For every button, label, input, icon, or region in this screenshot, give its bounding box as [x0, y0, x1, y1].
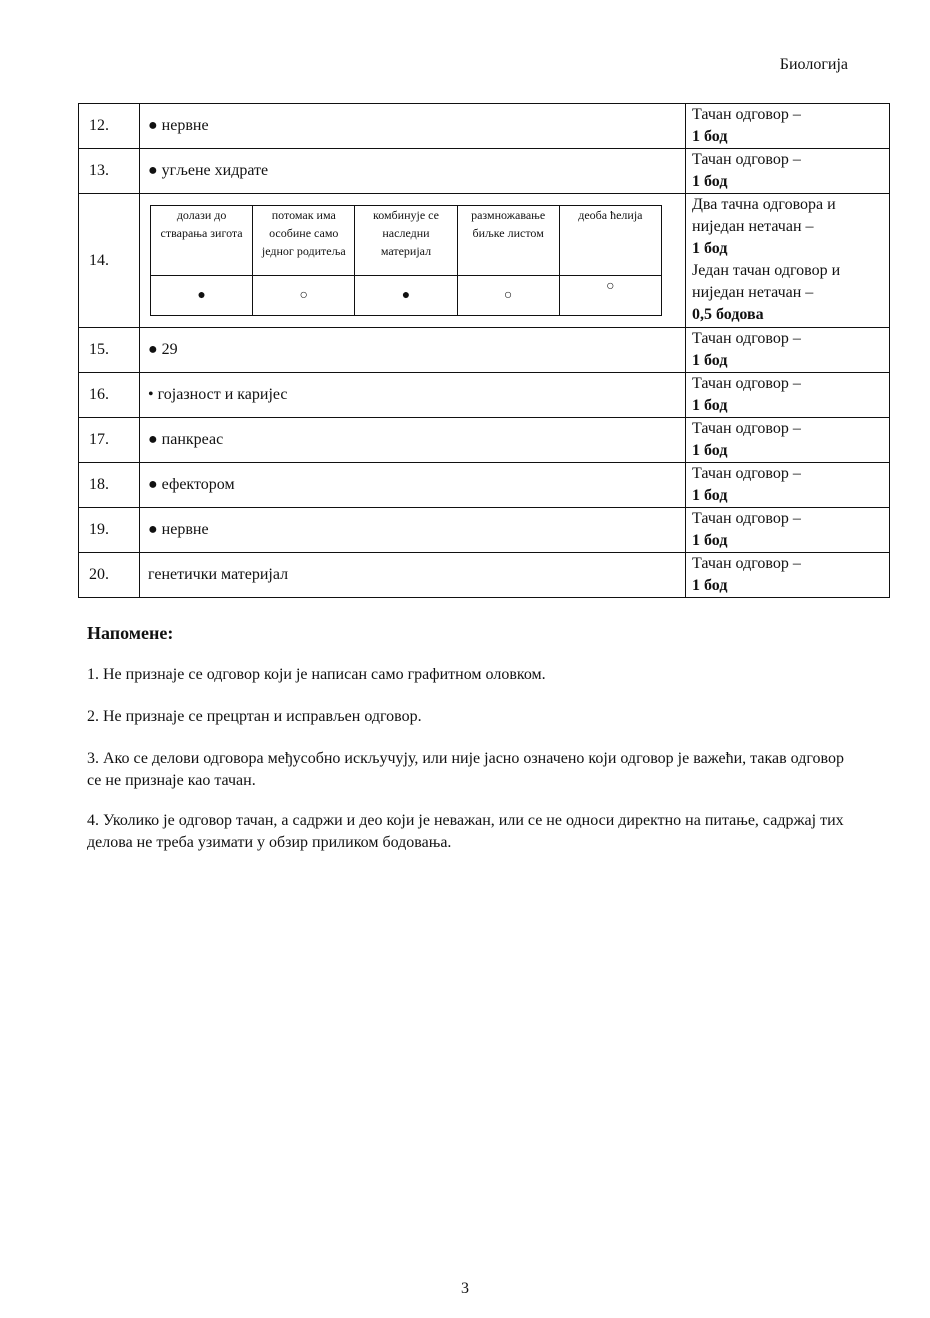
table-row-18 — [79, 463, 890, 508]
q14-header: потомак има особине само једног родитеља — [253, 206, 355, 276]
score-points: 1 бод — [692, 397, 728, 414]
score-text: Тачан одговор – — [692, 555, 801, 572]
score-points: 1 бод — [692, 532, 728, 549]
score-cell — [686, 373, 890, 418]
page-number: 3 — [461, 1280, 469, 1297]
q14-mark: ○ — [457, 276, 559, 316]
answer-cell: • гојазност и каријес — [140, 373, 686, 418]
score-cell — [686, 463, 890, 508]
score-points: 1 бод — [692, 487, 728, 504]
score-points: 1 бод — [692, 240, 728, 257]
score-points: 1 бод — [692, 128, 728, 145]
answer-cell — [140, 194, 686, 328]
answer-cell: ● 29 — [140, 328, 686, 373]
q14-mark: ○ — [559, 276, 661, 316]
score-text: Два тачна одговора и нијeдан нетачан – — [692, 196, 836, 235]
question-number: 15. — [79, 328, 140, 373]
table-row-13 — [79, 149, 890, 194]
note-item-1: 1. Не признаје се одговор који је написан само графитном оловком. — [87, 666, 546, 683]
answer-cell: ● нервне — [140, 104, 686, 149]
page-header-subject: Биологија — [779, 56, 848, 73]
q14-header: комбинује се наследни материјал — [355, 206, 457, 276]
answer-cell: ● ефектором — [140, 463, 686, 508]
score-cell — [686, 194, 890, 328]
answer-cell: ● нервне — [140, 508, 686, 553]
table-row-15 — [79, 328, 890, 373]
score-cell — [686, 418, 890, 463]
score-text: Тачан одговор – — [692, 420, 801, 437]
score-points: 1 бод — [692, 442, 728, 459]
answer-cell: генетички материјал — [140, 553, 686, 598]
question-number: 13. — [79, 149, 140, 194]
table-row-16 — [79, 373, 890, 418]
score-cell — [686, 508, 890, 553]
score-text: Један тачан одговор и ниједан нетачан – — [692, 262, 841, 301]
score-points: 1 бод — [692, 173, 728, 190]
question-number: 20. — [79, 553, 140, 598]
table-row-20 — [79, 553, 890, 598]
q14-options-table — [150, 205, 662, 316]
q14-header: долази до стварања зигота — [151, 206, 253, 276]
score-text: Тачан одговор – — [692, 465, 801, 482]
question-number: 16. — [79, 373, 140, 418]
question-number: 18. — [79, 463, 140, 508]
question-number: 12. — [79, 104, 140, 149]
score-cell — [686, 104, 890, 149]
question-number: 14. — [79, 194, 140, 328]
score-cell — [686, 328, 890, 373]
note-item-3: 3. Ако се делови одговора међусобно искључују, или није јасно означено који одговор је важећи, такав одговор се не признаје као тачан. — [87, 750, 844, 789]
question-number: 19. — [79, 508, 140, 553]
score-cell — [686, 553, 890, 598]
q14-mark: ● — [151, 276, 253, 316]
score-text: Тачан одговор – — [692, 375, 801, 392]
answer-cell: ● угљене хидрате — [140, 149, 686, 194]
notes-title: Напомене: — [87, 623, 174, 643]
table-row-14 — [79, 194, 890, 328]
score-text: Тачан одговор – — [692, 151, 801, 168]
answer-cell: ● панкреас — [140, 418, 686, 463]
q14-header: размножавање биљке листом — [457, 206, 559, 276]
score-text: Тачан одговор – — [692, 106, 801, 123]
q14-mark: ● — [355, 276, 457, 316]
score-cell — [686, 149, 890, 194]
score-text: Тачан одговор – — [692, 510, 801, 527]
score-points: 1 бод — [692, 577, 728, 594]
q14-mark: ○ — [253, 276, 355, 316]
q14-header: деоба ћелија — [559, 206, 661, 276]
table-row-12 — [79, 104, 890, 149]
answer-key-table — [78, 103, 890, 598]
table-row-17 — [79, 418, 890, 463]
question-number: 17. — [79, 418, 140, 463]
score-text: Тачан одговор – — [692, 330, 801, 347]
note-item-2: 2. Не признаје се прецртан и исправљен одговор. — [87, 708, 422, 725]
table-row-19 — [79, 508, 890, 553]
score-points: 1 бод — [692, 352, 728, 369]
note-item-4: 4. Уколико је одговор тачан, а садржи и део који је неважан, или се не односи директно на питање, садржај тих делова не треба узимати у обзир приликом бодовања. — [87, 812, 844, 851]
score-points: 0,5 бодова — [692, 306, 764, 323]
